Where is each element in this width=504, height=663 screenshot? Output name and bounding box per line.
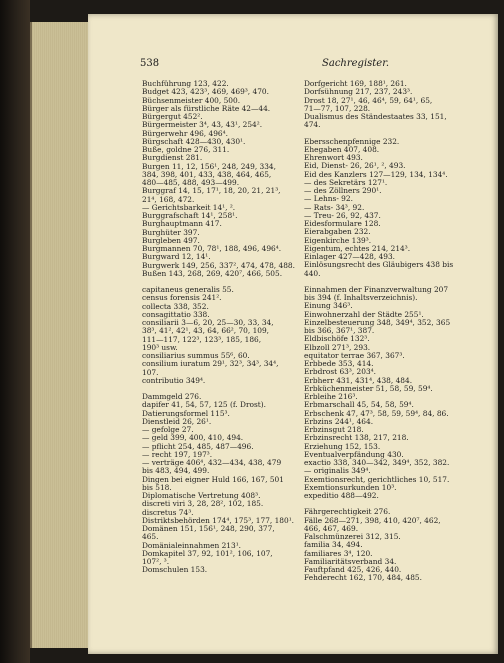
index-entry: — Lehns- 92.: [304, 194, 353, 204]
index-entry: discretus 74³.: [142, 507, 194, 517]
index-entry: Buchführung 123, 422.: [142, 79, 229, 88]
index-entry: 465.: [142, 532, 159, 542]
index-entry: 474.: [304, 120, 321, 130]
index-entry: capitaneus generalis 55.: [142, 285, 234, 294]
index-entry: Falschmünzerei 312, 315.: [304, 532, 401, 541]
index-entry: Erziehung 152, 153.: [304, 441, 381, 451]
index-entry: Fährgerechtigkeit 276.: [304, 507, 391, 517]
index-entry: Burggrafschaft 14¹, 258¹.: [142, 211, 238, 220]
index-entry: 107.: [142, 367, 159, 377]
index-entry: Einnahmen der Finanzverwaltung 207: [304, 284, 449, 294]
index-entry: Budget 423, 423³, 469, 469³, 470.: [142, 87, 269, 97]
index-entry: Drost 18, 27¹, 46, 46⁴, 59, 64¹, 65,: [304, 95, 433, 105]
index-entry: Erbzinsgut 218.: [304, 425, 364, 434]
index-entry: 480—485, 488, 493—499.: [142, 178, 240, 187]
index-entry: Büchsenmeister 400, 500.: [142, 95, 241, 105]
index-entry: Eventualverpfändung 430.: [304, 449, 404, 459]
page-title: Sachregister.: [322, 58, 390, 69]
index-entry: Fehderecht 162, 170, 484, 485.: [304, 573, 422, 583]
index-entry: Dualismus des Ständestaates 33, 151,: [304, 112, 447, 121]
index-entry: Einung 346³.: [304, 301, 353, 311]
index-entry: — verträge 406⁴, 432—434, 438, 479: [142, 458, 282, 467]
index-entry: Domkapitel 37, 92, 101², 106, 107,: [142, 548, 273, 558]
index-entry: Burghüter 397.: [142, 227, 200, 237]
index-entry: Burgmannen 70, 78¹, 188, 496, 496⁴.: [142, 244, 282, 253]
index-entry: Domänen 151, 156¹, 248, 290, 377,: [142, 524, 275, 533]
index-entry: Erbdrost 63³, 203⁴.: [304, 367, 376, 377]
index-entry: — des Zöllners 290¹.: [304, 186, 382, 195]
index-entry: Einlösungsrecht des Gläubigers 438 bis: [304, 260, 454, 270]
index-entry: bis 483, 494, 499.: [142, 466, 210, 476]
index-entry: Dingen bei eigner Huld 166, 167, 501: [142, 474, 284, 484]
index-entry: Erbherr 431, 431⁴, 438, 484.: [304, 375, 413, 385]
index-entry: Einzelbesteuerung 348, 349⁴, 352, 365: [304, 317, 451, 327]
index-entry: 107², ³.: [142, 557, 170, 566]
index-entry: 466, 467, 469.: [304, 523, 359, 533]
index-entry: collecta 338, 352.: [142, 301, 209, 311]
index-entry: bis 366, 367¹, 387.: [304, 326, 375, 335]
index-entry: Bürgerwehr 496, 496⁴.: [142, 128, 228, 138]
index-entry: Erbschenk 47, 47³, 58, 59, 59⁴, 84, 86.: [304, 408, 449, 418]
index-entry: — Gerichtsbarkeit 14¹, ².: [142, 202, 236, 212]
index-entry: exactio 338, 340—342, 349⁴, 352, 382.: [304, 458, 450, 467]
index-entry: Ehrenwort 493.: [304, 153, 363, 162]
index-entry: Burgen 11, 12, 156¹, 248, 249, 334,: [142, 161, 276, 171]
index-entry: Eidesformulare 128.: [304, 219, 381, 228]
index-entry: Exemtionsurkunden 10³.: [304, 482, 397, 492]
index-entry: 21⁴, 168, 472.: [142, 194, 195, 204]
index-column-right: [304, 80, 484, 583]
index-entry: Burggraf 14, 15, 17¹, 18, 20, 21, 21³,: [142, 186, 281, 196]
index-entry: Bürger als fürstliche Räte 42—44.: [142, 103, 271, 113]
index-entry: Eigenkirche 139³.: [304, 235, 372, 245]
index-entry: Ebersschenpfennige 232.: [304, 136, 400, 146]
index-entry: Diplomatische Vertretung 408³.: [142, 491, 261, 500]
index-entry: Burgleben 497.: [142, 235, 200, 245]
index-entry: consiliarii 3—6, 20, 25—30, 33, 34,: [142, 318, 274, 327]
index-entry: — gefolge 27.: [142, 425, 194, 434]
index-entry: — Rats- 34³, 92.: [304, 202, 365, 212]
index-entry: Domänialeinnahmen 213¹.: [142, 540, 242, 550]
index-entry: Bürgermeister 3⁴, 43, 43¹, 254².: [142, 120, 263, 130]
index-entry: Erbleihe 216³.: [304, 392, 358, 401]
index-entry: Exemtionsrecht, gerichtliches 10, 517.: [304, 474, 450, 484]
page-header: [140, 58, 482, 72]
index-entry: discreti viri 3, 28, 28², 102, 185.: [142, 499, 264, 509]
index-entry: — Treu- 26, 92, 437.: [304, 210, 381, 220]
index-entry: Dienstleid 26, 26¹.: [142, 416, 212, 426]
index-entry: Erbzinsrecht 138, 217, 218.: [304, 433, 409, 443]
index-entry: Eid, Dienst- 26, 26¹, ², 493.: [304, 161, 406, 171]
index-entry: Einwohnerzahl der Städte 255¹.: [304, 309, 424, 319]
index-entry: Domschulen 153.: [142, 565, 208, 575]
index-entry: Elbzoll 271³, 293.: [304, 342, 371, 352]
index-entry: Burghauptmann 417.: [142, 219, 222, 229]
page-edges: [30, 22, 94, 648]
index-entry: equitator terrae 367, 367³.: [304, 350, 405, 360]
index-entry: — recht 197, 197³.: [142, 449, 213, 459]
book-spine: [0, 0, 30, 663]
index-entry: Eierabgaben 232.: [304, 227, 371, 237]
index-entry: Burgwerk 149, 256, 337², 474, 478, 488.: [142, 260, 295, 270]
index-entry: Bürgschaft 428—430, 430¹.: [142, 136, 246, 146]
index-entry: contributio 349⁴.: [142, 375, 206, 385]
index-entry: — pflicht 254, 485, 487—496.: [142, 441, 254, 451]
index-entry: Erbbede 353, 414.: [304, 359, 374, 368]
index-entry: Erbzins 244¹, 464.: [304, 416, 374, 426]
index-entry: 38³, 41², 42¹, 43, 64, 66², 70, 109,: [142, 326, 270, 336]
index-entry: Bürgergut 452².: [142, 112, 203, 121]
index-entry: bis 394 (f. Inhaltsverzeichnis).: [304, 293, 418, 302]
index-entry: dapifer 41, 54, 57, 125 (f. Drost).: [142, 400, 266, 410]
index-entry: Erbmarschall 45, 54, 58, 59⁴.: [304, 400, 414, 410]
index-entry: — geld 399, 400, 410, 494.: [142, 433, 244, 443]
index-entry: Fauftpfand 425, 426, 440.: [304, 565, 402, 574]
index-entry: — originalis 349⁴.: [304, 466, 371, 476]
index-entry: census forensis 241².: [142, 293, 222, 303]
index-entry: 440.: [304, 268, 321, 278]
index-entry: Eigentum, echtes 214, 214³.: [304, 243, 411, 253]
index-entry: Einlager 427—428, 493.: [304, 252, 396, 261]
index-entry: Distriktsbehörden 174⁴, 175³, 177, 180¹.: [142, 515, 295, 525]
index-entry: Burgdienst 281.: [142, 153, 203, 163]
index-entry: Eid des Kanzlers 127—129, 134, 134⁴.: [304, 169, 448, 179]
index-entry: 111—117, 122³, 123³, 185, 186,: [142, 334, 262, 344]
index-entry: Datierungsformel 115³.: [142, 408, 230, 418]
index-entry: Ehegaben 407, 408.: [304, 144, 380, 154]
index-entry: Burgward 12, 14¹.: [142, 252, 211, 262]
index-entry: familia 34, 494.: [304, 540, 363, 550]
index-column-left: [142, 80, 322, 575]
index-entry: Bußen 143, 268, 269, 420⁷, 466, 505.: [142, 268, 283, 278]
index-entry: Dorfgericht 169, 188¹, 261.: [304, 79, 407, 88]
index-entry: consiliarius summus 55⁶, 60.: [142, 351, 250, 360]
index-entry: Erbküchenmeister 51, 58, 59, 59⁴.: [304, 383, 433, 393]
index-entry: bis 518.: [142, 482, 172, 492]
index-entry: Dorfsühnung 217, 237, 243³.: [304, 87, 413, 97]
index-entry: Familiaritätsverband 34.: [304, 556, 397, 566]
index-entry: — des Sekretärs 127¹.: [304, 177, 388, 187]
index-entry: Fälle 268—271, 398, 410, 420⁷, 462,: [304, 515, 441, 525]
index-entry: consagittatio 338.: [142, 309, 210, 319]
index-entry: expeditio 488—492.: [304, 491, 379, 500]
index-entry: 71—77, 107, 228.: [304, 103, 371, 113]
index-entry: Buße, goldne 276, 311.: [142, 145, 230, 154]
index-entry: 190³ usw.: [142, 342, 178, 352]
index-entry: Eldbischöfe 132³.: [304, 334, 370, 344]
index-entry: 384, 398, 401, 433, 438, 464, 465,: [142, 169, 272, 179]
page-number: 538: [140, 58, 160, 69]
index-entry: consilium iuratum 29¹, 32³, 34³, 34⁴,: [142, 359, 279, 369]
index-entry: Dammgeld 276.: [142, 392, 202, 401]
index-entry: familiares 3⁴, 120.: [304, 548, 373, 558]
